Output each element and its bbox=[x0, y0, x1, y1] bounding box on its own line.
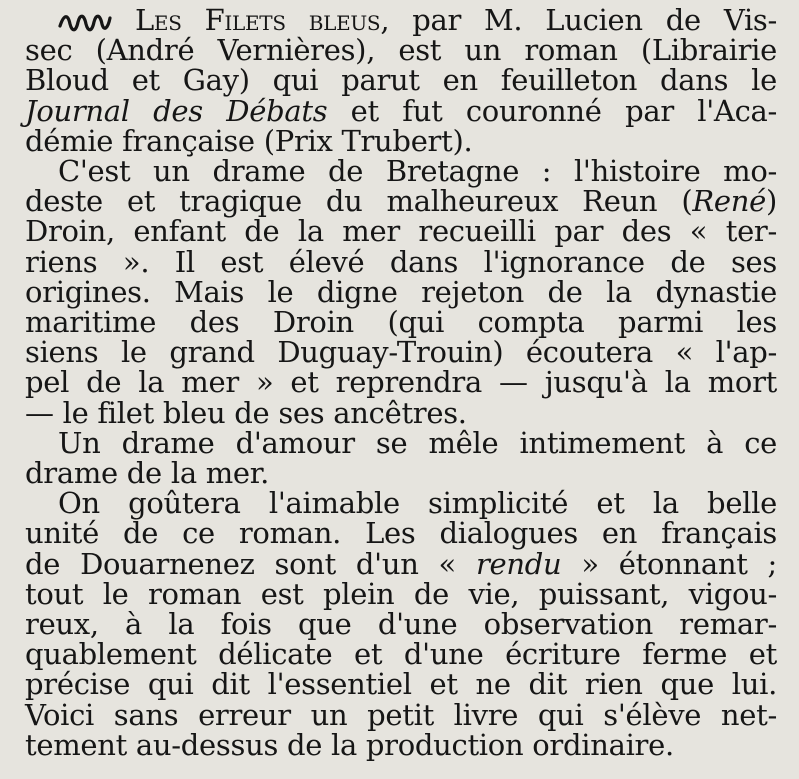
title-small-caps: Les Filets bleus bbox=[134, 3, 381, 37]
text-line bbox=[25, 725, 777, 765]
line-text: origines. Mais le digne rejeton de la dynastie bbox=[25, 274, 777, 309]
line-text: unité de ce roman. Les dialogues en français bbox=[25, 516, 777, 551]
line-text: drame de la mer. bbox=[25, 456, 270, 490]
line-text: maritime des Droin (qui compta parmi les bbox=[25, 305, 777, 339]
italic-text: Journal des Débats bbox=[25, 93, 328, 128]
line-text: » étonnant ; bbox=[561, 546, 777, 581]
line-text: Bloud et Gay) qui parut en feuilleton dans le bbox=[25, 63, 777, 98]
line-text: — le filet bleu de ses ancêtres. bbox=[25, 395, 467, 430]
line-text: On goûtera l'aimable simplicité et la belle bbox=[58, 486, 777, 521]
line-text: Voici sans erreur un petit livre qui s'élève net- bbox=[25, 697, 777, 732]
line-text: tout le roman est plein de vie, puissant, vigou- bbox=[25, 576, 777, 611]
line-text: tement au-dessus de la production ordinaire. bbox=[25, 727, 674, 762]
line-text: Un drame d'amour se mêle intimement à ce bbox=[58, 425, 777, 460]
line-text: de Douarnenez sont d'un « bbox=[25, 546, 476, 581]
line-text: , par M. Lucien de Vis- bbox=[380, 3, 778, 37]
line-text: reux, à la fois que d'une observation remar- bbox=[25, 607, 777, 641]
line-text: C'est un drame de Bretagne : l'histoire mo- bbox=[58, 154, 777, 188]
line-text: démie française (Prix Trubert). bbox=[25, 123, 473, 158]
line-text: précise qui dit l'essentiel et ne dit rien que lui. bbox=[25, 667, 777, 702]
line-text: sec (André Vernières), est un roman (Librairie bbox=[25, 33, 777, 68]
line-text: siens le grand Duguay-Trouin) écoutera « l'ap- bbox=[25, 335, 777, 370]
line-text: deste et tragique du malheureux Reun ( bbox=[25, 184, 693, 219]
line-text: Droin, enfant de la mer recueilli par des « ter- bbox=[25, 214, 777, 249]
line-text: riens ». Il est élevé dans l'ignorance de ses bbox=[25, 244, 777, 279]
line-text: ) bbox=[765, 184, 777, 219]
line-text: et fut couronné par l'Aca- bbox=[327, 93, 777, 128]
italic-text: rendu bbox=[475, 546, 562, 581]
italic-text: René bbox=[692, 184, 766, 219]
line-text: quablement délicate et d'une écriture ferme et bbox=[25, 637, 777, 672]
line-text: pel de la mer » et reprendra — jusqu'à la mort bbox=[25, 365, 777, 400]
